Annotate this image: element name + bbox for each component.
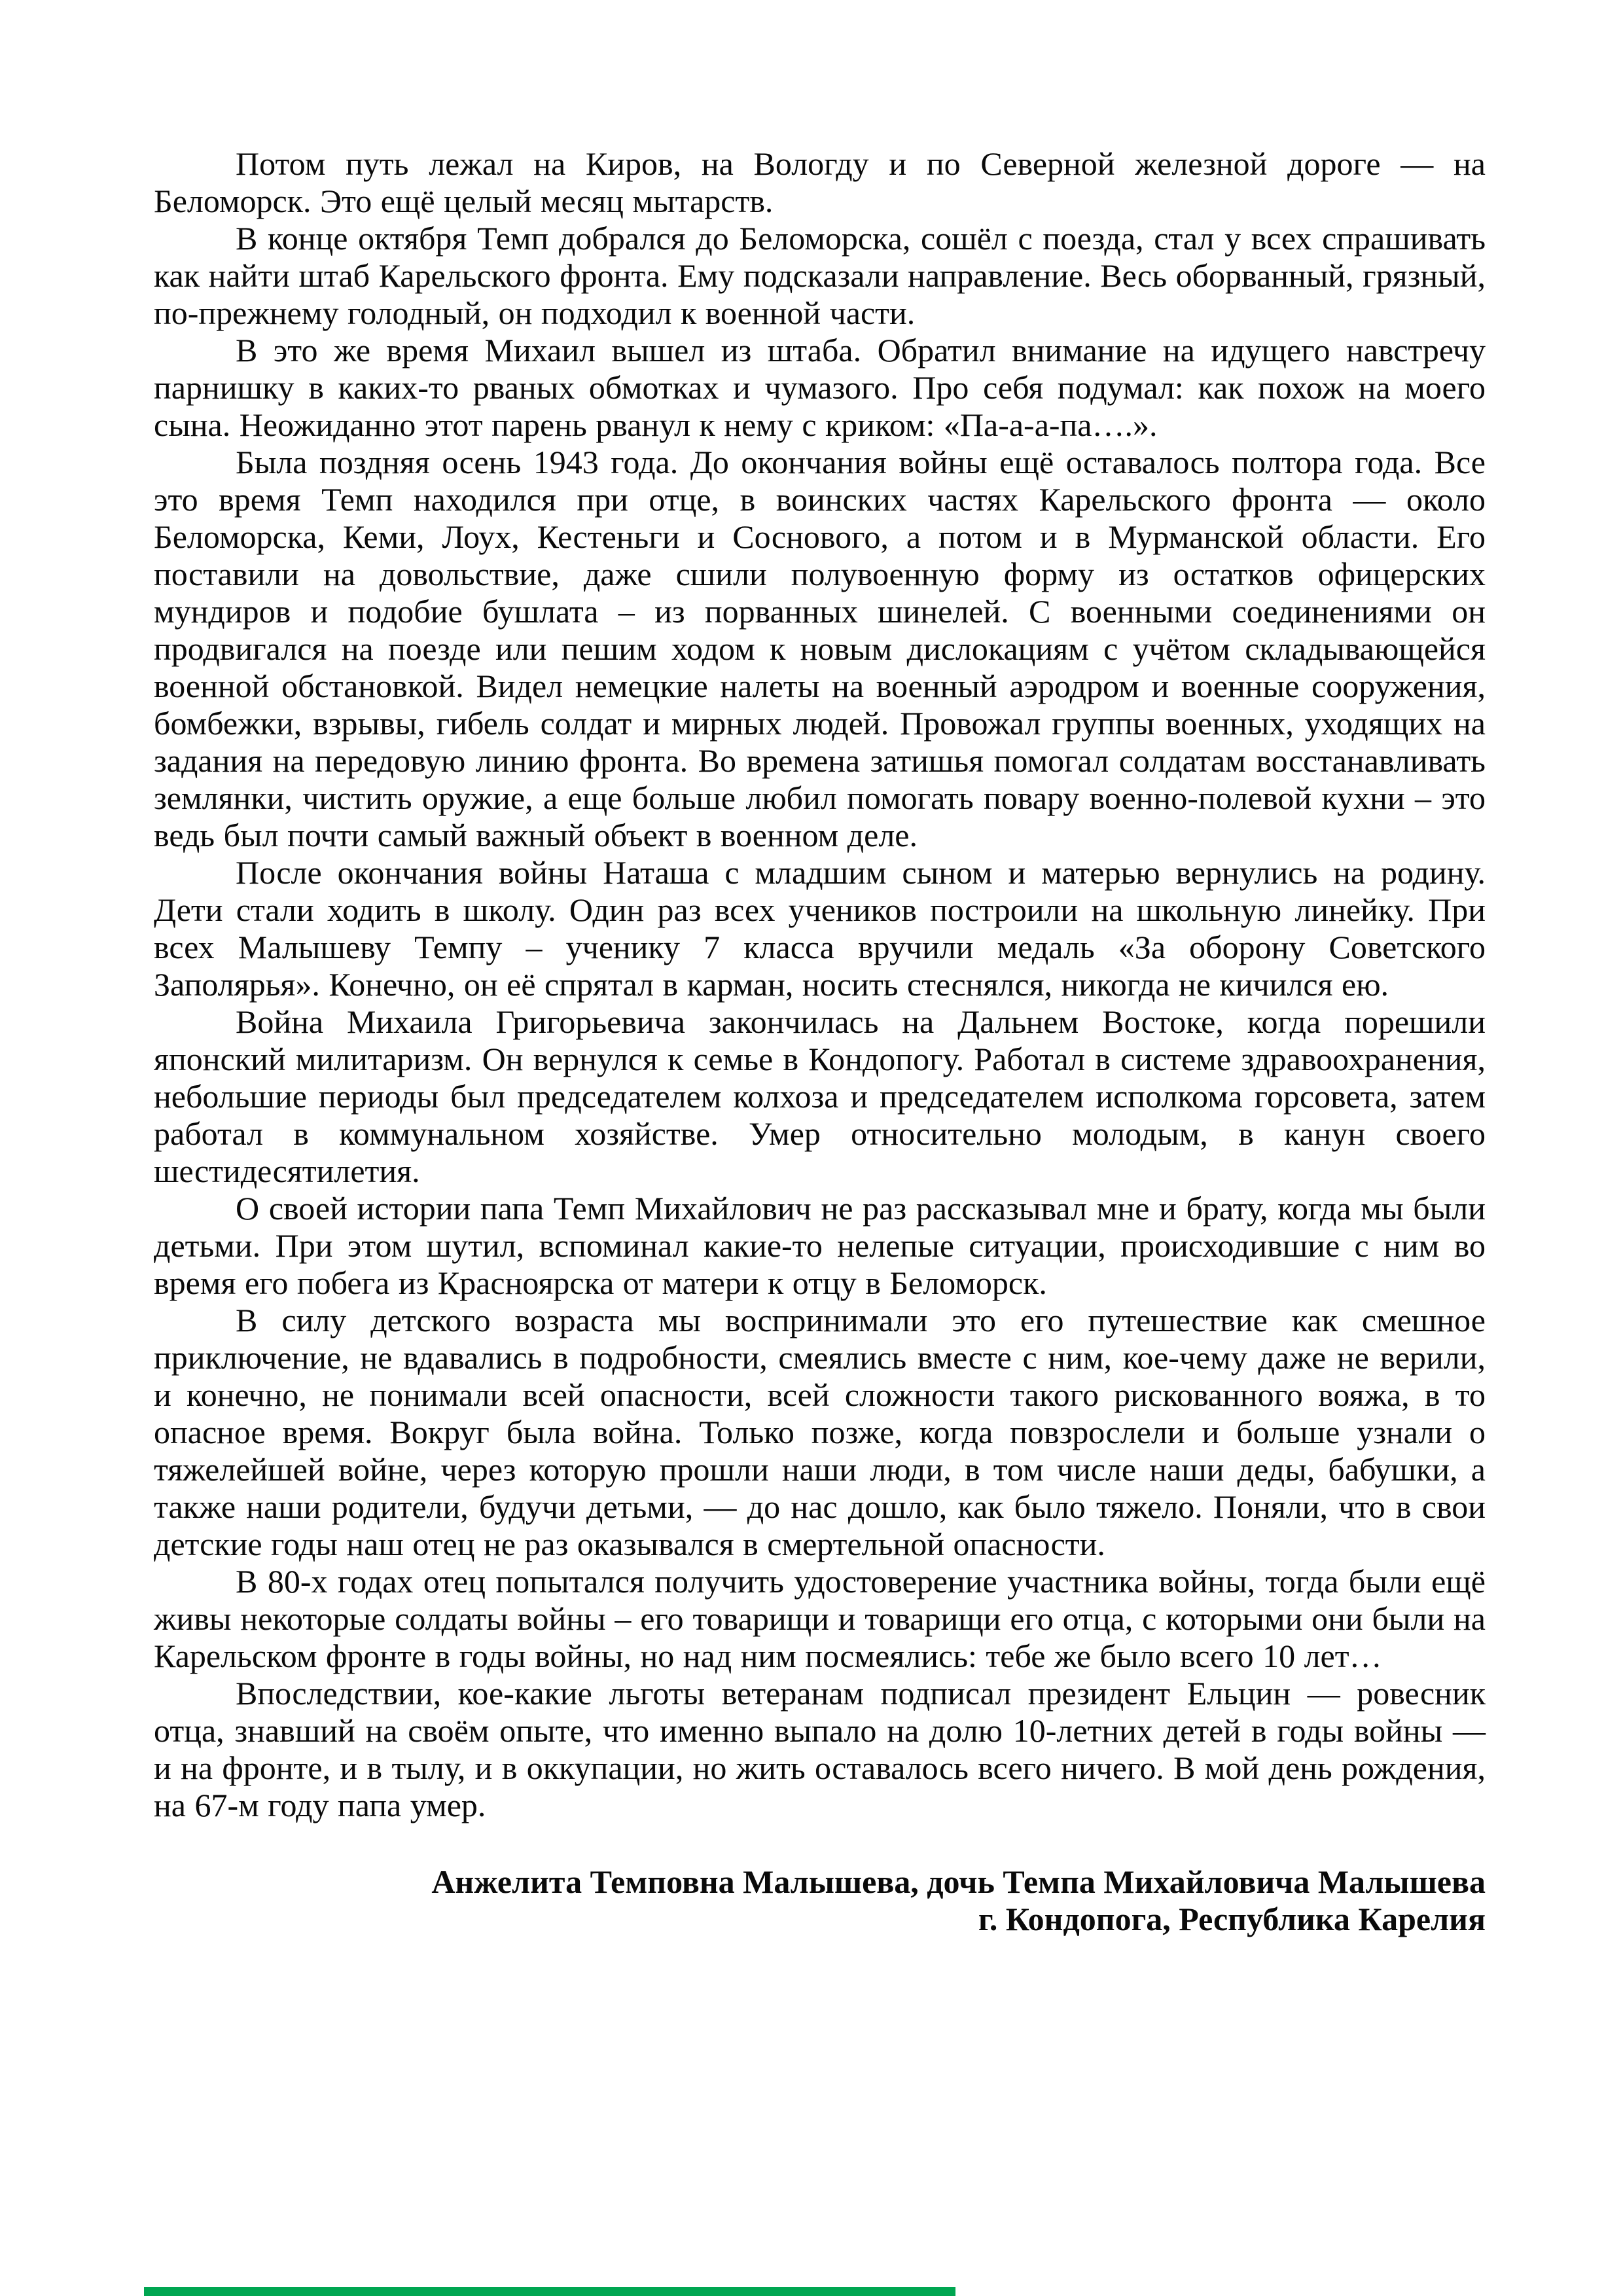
paragraph: В силу детского возраста мы воспринимали это его путешествие как смешное приключение, не вдавались в подробности, смеялись вместе с ним, кое-чему даже не верили, и конечно, не понимали всей опасности, всей сложности такого рискованного вояжа, в то опасное время. Вокруг была война. Только позже, когда повзрослели и больше узнали о тяжелейшей войне, через которую прошли наши люди, в том числе наши деды, бабушки, а также наши родители, будучи детьми, — до нас дошло, как было тяжело. Поняли, что в свои детские годы наш отец не раз оказывался в смертельной опасности. xyxy=(154,1302,1486,1562)
bottom-green-strip xyxy=(144,2287,955,2296)
paragraph: Потом путь лежал на Киров, на Вологду и по Северной железной дороге — на Беломорск. Это ещё целый месяц мытарств. xyxy=(154,145,1486,219)
paragraph: После окончания войны Наташа с младшим сыном и матерью вернулись на родину. Дети стали ходить в школу. Один раз всех учеников построили на школьную линейку. При всех Малышеву Темпу – ученику 7 класса вручили медаль «За оборону Советского Заполярья». Конечно, он её спрятал в карман, носить стеснялся, никогда не кичился ею. xyxy=(154,854,1486,1003)
paragraph: В это же время Михаил вышел из штаба. Обратил внимание на идущего навстречу парнишку в каких-то рваных обмотках и чумазого. Про себя подумал: как похож на моего сына. Неожиданно этот парень рванул к нему с криком: «Па-а-а-па….». xyxy=(154,332,1486,443)
paragraph: В конце октября Темп добрался до Беломорска, сошёл с поезда, стал у всех спрашивать как найти штаб Карельского фронта. Ему подсказали направление. Весь оборванный, грязный, по-прежнему голодный, он подходил к военной части. xyxy=(154,220,1486,331)
document-body xyxy=(154,145,1486,1938)
paragraph: Была поздняя осень 1943 года. До окончания войны ещё оставалось полтора года. Все это время Темп находился при отце, в воинских частях Карельского фронта — около Беломорска, Кеми, Лоух, Кестеньги и Соснового, а потом и в Мурманской области. Его поставили на довольствие, даже сшили полувоенную форму из остатков офицерских мундиров и подобие бушлата – из порванных шинелей. С военными соединениями он продвигался на поезде или пешим ходом к новым дислокациям с учётом складывающейся военной обстановкой. Видел немецкие налеты на военный аэродром и военные сооружения, бомбежки, взрывы, гибель солдат и мирных людей. Провожал группы военных, уходящих на задания на передовую линию фронта. Во времена затишья помогал солдатам восстанавливать землянки, чистить оружие, а еще больше любил помогать повару военно-полевой кухни – это ведь был почти самый важный объект в военном деле. xyxy=(154,444,1486,853)
paragraph: О своей истории папа Темп Михайлович не раз рассказывал мне и брату, когда мы были детьми. При этом шутил, вспоминал какие-то нелепые ситуации, происходившие с ним во время его побега из Красноярска от матери к отцу в Беломорск. xyxy=(154,1190,1486,1301)
signature-location: г. Кондопога, Республика Карелия xyxy=(978,1901,1486,1937)
paragraph: В 80-х годах отец попытался получить удостоверение участника войны, тогда были ещё живы некоторые солдаты войны – его товарищи и товарищи его отца, с которыми они были на Карельском фронте в годы войны, но над ним посмеялись: тебе же было всего 10 лет… xyxy=(154,1563,1486,1674)
signature-author: Анжелита Темповна Малышева, дочь Темпа Михайловича Малышева xyxy=(431,1863,1486,1900)
signature-block xyxy=(154,1863,1486,1938)
paragraph: Впоследствии, кое-какие льготы ветеранам подписал президент Ельцин — ровесник отца, знавший на своём опыте, что именно выпало на долю 10-летних детей в годы войны — и на фронте, и в тылу, и в оккупации, но жить оставалось всего ничего. В мой день рождения, на 67-м году папа умер. xyxy=(154,1675,1486,1823)
paragraph: Война Михаила Григорьевича закончилась на Дальнем Востоке, когда порешили японский милитаризм. Он вернулся к семье в Кондопогу. Работал в системе здравоохранения, небольшие периоды был председателем колхоза и председателем исполкома горсовета, затем работал в коммунальном хозяйстве. Умер относительно молодым, в канун своего шестидесятилетия. xyxy=(154,1003,1486,1189)
